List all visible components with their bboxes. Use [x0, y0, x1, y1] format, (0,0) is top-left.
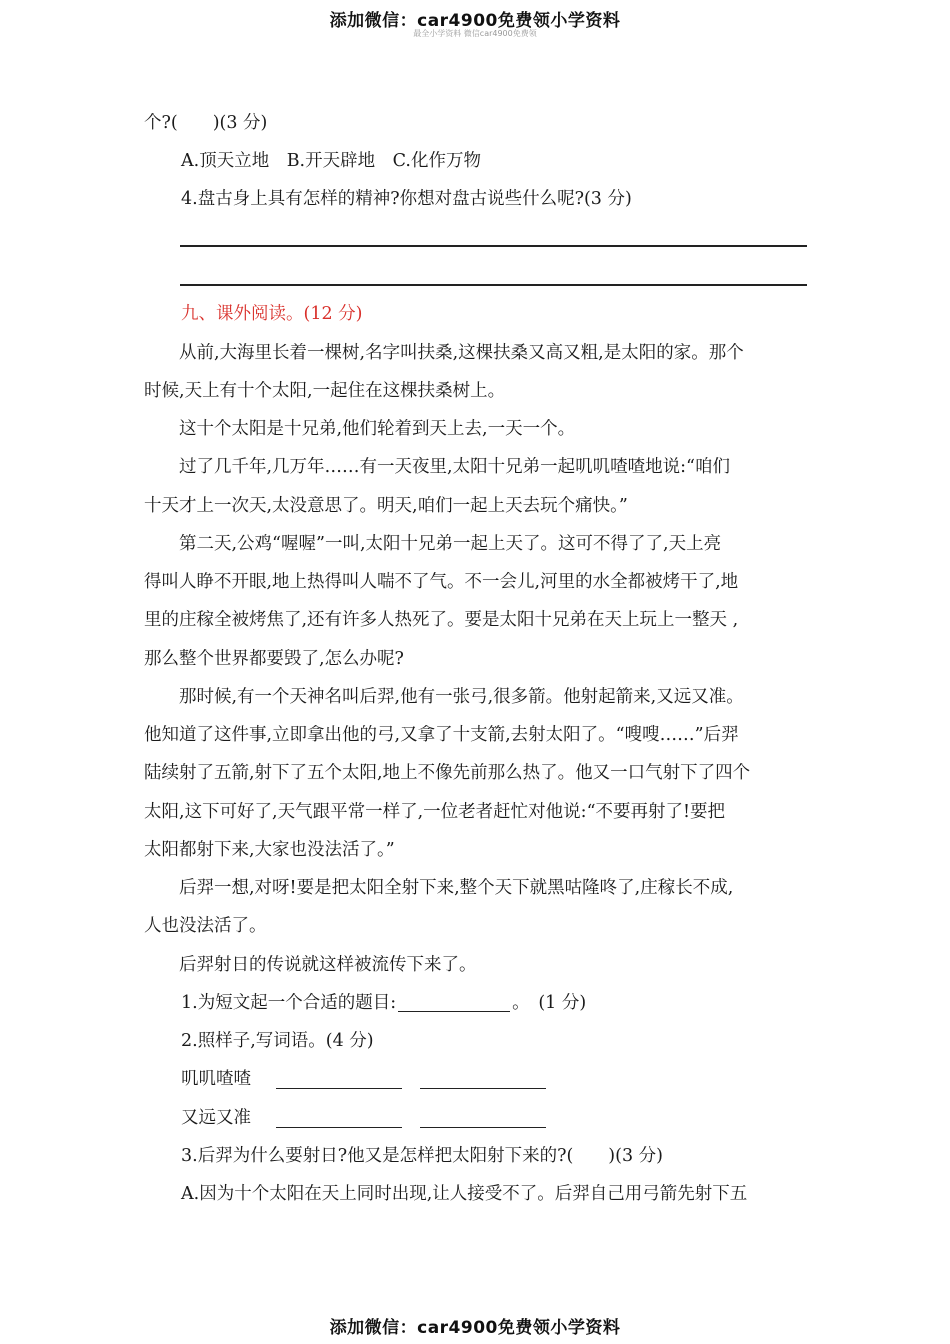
passage-line: 那么整个世界都要毁了,怎么办呢? — [144, 649, 404, 669]
passage-line: 陆续射了五箭,射下了五个太阳,地上不像先前那么热了。他又一口气射下了四个 — [144, 763, 751, 783]
passage-line: 后羿射日的传说就这样被流传下来了。 — [144, 955, 477, 975]
question-3-option-a: A.因为十个太阳在天上同时出现,让人接受不了。后羿自己用弓箭先射下五 — [181, 1184, 748, 1204]
question-1-text: 1.为短文起一个合适的题目: — [181, 993, 397, 1013]
answer-line-2[interactable] — [180, 284, 807, 286]
word-blank-1a[interactable] — [276, 1088, 402, 1089]
passage-line: 后羿一想,对呀!要是把太阳全射下来,整个天下就黑咕隆咚了,庄稼长不成, — [144, 878, 734, 898]
question-1 — [181, 990, 586, 1016]
passage-line: 得叫人睁不开眼,地上热得叫人喘不了气。不一会儿,河里的水全都被烤干了,地 — [144, 572, 739, 592]
passage-line: 十天才上一次天,太没意思了。明天,咱们一起上天去玩个痛快。” — [144, 496, 628, 516]
passage-line: 人也没法活了。 — [144, 916, 267, 936]
section-9-heading: 九、课外阅读。(12 分) — [181, 304, 363, 324]
watermark-subtext: 最全小学资料 微信car4900免费领 — [413, 29, 537, 38]
passage-line: 那时候,有一个天神名叫后羿,他有一张弓,很多箭。他射起箭来,又远又准。 — [144, 687, 744, 707]
passage-line: 他知道了这件事,立即拿出他的弓,又拿了十支箭,去射太阳了。“嗖嗖……”后羿 — [144, 725, 739, 745]
watermark-top: 添加微信：car4900免费领小学资料 — [329, 11, 621, 31]
sample-word-2: 又远又准 — [181, 1108, 251, 1128]
passage-line: 第二天,公鸡“喔喔”一叫,太阳十兄弟一起上天了。这可不得了了,天上亮 — [144, 534, 722, 554]
answer-line-1[interactable] — [180, 245, 807, 247]
question-1-score: 。 (1 分) — [512, 993, 587, 1013]
q3-options: A.顶天立地 B.开天辟地 C.化作万物 — [181, 151, 481, 171]
passage-line: 过了几千年,几万年……有一天夜里,太阳十兄弟一起叽叽喳喳地说:“咱们 — [144, 457, 730, 477]
passage-line: 时候,天上有十个太阳,一起住在这棵扶桑树上。 — [144, 381, 506, 401]
word-blank-2b[interactable] — [420, 1127, 546, 1128]
passage-line: 里的庄稼全被烤焦了,还有许多人热死了。要是太阳十兄弟在天上玩上一整天 , — [144, 610, 739, 630]
question-2: 2.照样子,写词语。(4 分) — [181, 1031, 374, 1051]
passage-line: 太阳都射下来,大家也没法活了。” — [144, 840, 395, 860]
question-3: 3.后羿为什么要射日?他又是怎样把太阳射下来的?( )(3 分) — [181, 1146, 663, 1166]
passage-line: 从前,大海里长着一棵树,名字叫扶桑,这棵扶桑又高又粗,是太阳的家。那个 — [144, 343, 744, 363]
word-blank-2a[interactable] — [276, 1127, 402, 1128]
watermark-bottom: 添加微信：car4900免费领小学资料 — [329, 1318, 621, 1338]
word-blank-1b[interactable] — [420, 1088, 546, 1089]
sample-word-1: 叽叽喳喳 — [181, 1069, 251, 1089]
title-answer-blank[interactable] — [398, 993, 510, 1012]
passage-line: 这十个太阳是十兄弟,他们轮着到天上去,一天一个。 — [144, 419, 576, 439]
q4-question: 4.盘古身上具有怎样的精神?你想对盘古说些什么呢?(3 分) — [181, 189, 632, 209]
passage-line: 太阳,这下可好了,天气跟平常一样了,一位老者赶忙对他说:“不要再射了!要把 — [144, 802, 726, 822]
q3-tail: 个?( )(3 分) — [144, 113, 268, 133]
